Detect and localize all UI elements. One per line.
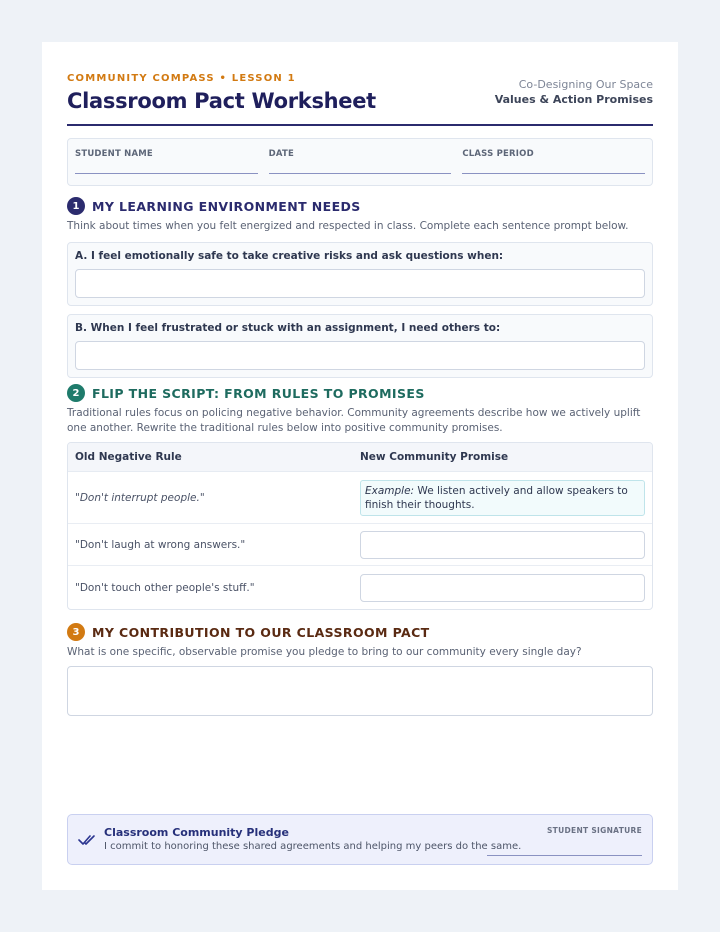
prompt-b-card bbox=[67, 314, 653, 378]
table-row bbox=[68, 566, 652, 609]
signature-line[interactable] bbox=[487, 855, 642, 856]
table-row bbox=[68, 472, 652, 524]
date-field[interactable] bbox=[269, 139, 452, 185]
student-info-strip bbox=[67, 138, 653, 186]
example-text: We listen actively and allow speakers to finish their thoughts. bbox=[365, 484, 628, 511]
prompt-a-input[interactable] bbox=[75, 269, 645, 298]
section-1-heading bbox=[67, 197, 653, 215]
header-subtitle: Co-Designing Our Space bbox=[518, 78, 653, 91]
date-label: DATE bbox=[268, 149, 295, 159]
signature-label: STUDENT SIGNATURE bbox=[546, 826, 642, 835]
section-my-contribution bbox=[67, 623, 653, 716]
section-3-badge: 3 bbox=[67, 623, 85, 641]
section-1-title: MY LEARNING ENVIRONMENT NEEDS bbox=[92, 198, 361, 214]
new-promise-input[interactable] bbox=[360, 574, 645, 602]
date-line[interactable] bbox=[269, 173, 452, 174]
new-promise-cell bbox=[360, 531, 652, 559]
student-name-label: STUDENT NAME bbox=[75, 149, 153, 159]
class-period-label: CLASS PERIOD bbox=[462, 149, 534, 159]
section-2-badge: 2 bbox=[67, 384, 85, 402]
section-1-description: Think about times when you felt energized and respected in class. Complete each sentence prompt below. bbox=[67, 220, 629, 232]
section-3-description: What is one specific, observable promise you pledge to bring to our community every single day? bbox=[67, 646, 582, 658]
worksheet-header bbox=[67, 42, 653, 126]
old-rule-cell: "Don't touch other people's stuff." bbox=[75, 581, 255, 594]
section-1-badge: 1 bbox=[67, 197, 85, 215]
table-header bbox=[68, 443, 652, 472]
prompt-b-label: B. When I feel frustrated or stuck with an assignment, I need others to: bbox=[75, 321, 501, 334]
student-name-line[interactable] bbox=[75, 173, 258, 174]
prompt-b-input[interactable] bbox=[75, 341, 645, 370]
page-title: Classroom Pact Worksheet bbox=[67, 89, 376, 113]
header-meta bbox=[495, 78, 653, 106]
classroom-pledge-card bbox=[67, 814, 653, 865]
new-promise-input[interactable] bbox=[360, 531, 645, 559]
section-3-title: MY CONTRIBUTION TO OUR CLASSROOM PACT bbox=[92, 624, 430, 640]
section-2-description: Traditional rules focus on policing negative behavior. Community agreements describe how we actively uplift one another. Rewrite the traditional rules below into positive community promises. bbox=[67, 407, 641, 434]
worksheet-page bbox=[42, 42, 678, 890]
header-subtitle-bold: Values & Action Promises bbox=[494, 93, 653, 106]
class-period-line[interactable] bbox=[462, 173, 645, 174]
example-promise bbox=[360, 480, 645, 516]
col-old-rule-header: Old Negative Rule bbox=[75, 451, 182, 463]
contribution-answer-input[interactable] bbox=[67, 666, 653, 716]
col-new-promise-header: New Community Promise bbox=[360, 451, 509, 463]
section-flip-the-script bbox=[67, 384, 653, 610]
new-promise-cell bbox=[360, 480, 652, 516]
rules-to-promises-table bbox=[67, 442, 653, 610]
section-3-heading bbox=[67, 623, 653, 641]
table-row bbox=[68, 524, 652, 566]
section-2-title: FLIP THE SCRIPT: FROM RULES TO PROMISES bbox=[92, 385, 425, 401]
prompt-a-label: A. I feel emotionally safe to take creative risks and ask questions when: bbox=[75, 249, 504, 262]
double-check-icon bbox=[78, 832, 96, 851]
old-rule-cell: "Don't laugh at wrong answers." bbox=[75, 538, 246, 551]
section-learning-needs bbox=[67, 197, 653, 378]
example-label: Example: bbox=[365, 484, 415, 497]
class-period-field[interactable] bbox=[462, 139, 645, 185]
lesson-kicker: COMMUNITY COMPASS • LESSON 1 bbox=[67, 73, 296, 84]
pledge-text: I commit to honoring these shared agreements and helping my peers do the same. bbox=[104, 841, 522, 852]
section-2-heading bbox=[67, 384, 653, 402]
old-rule-cell: "Don't interrupt people." bbox=[75, 491, 205, 504]
prompt-a-card bbox=[67, 242, 653, 306]
student-name-field[interactable] bbox=[75, 139, 258, 185]
new-promise-cell bbox=[360, 574, 652, 602]
pledge-title: Classroom Community Pledge bbox=[104, 826, 289, 839]
